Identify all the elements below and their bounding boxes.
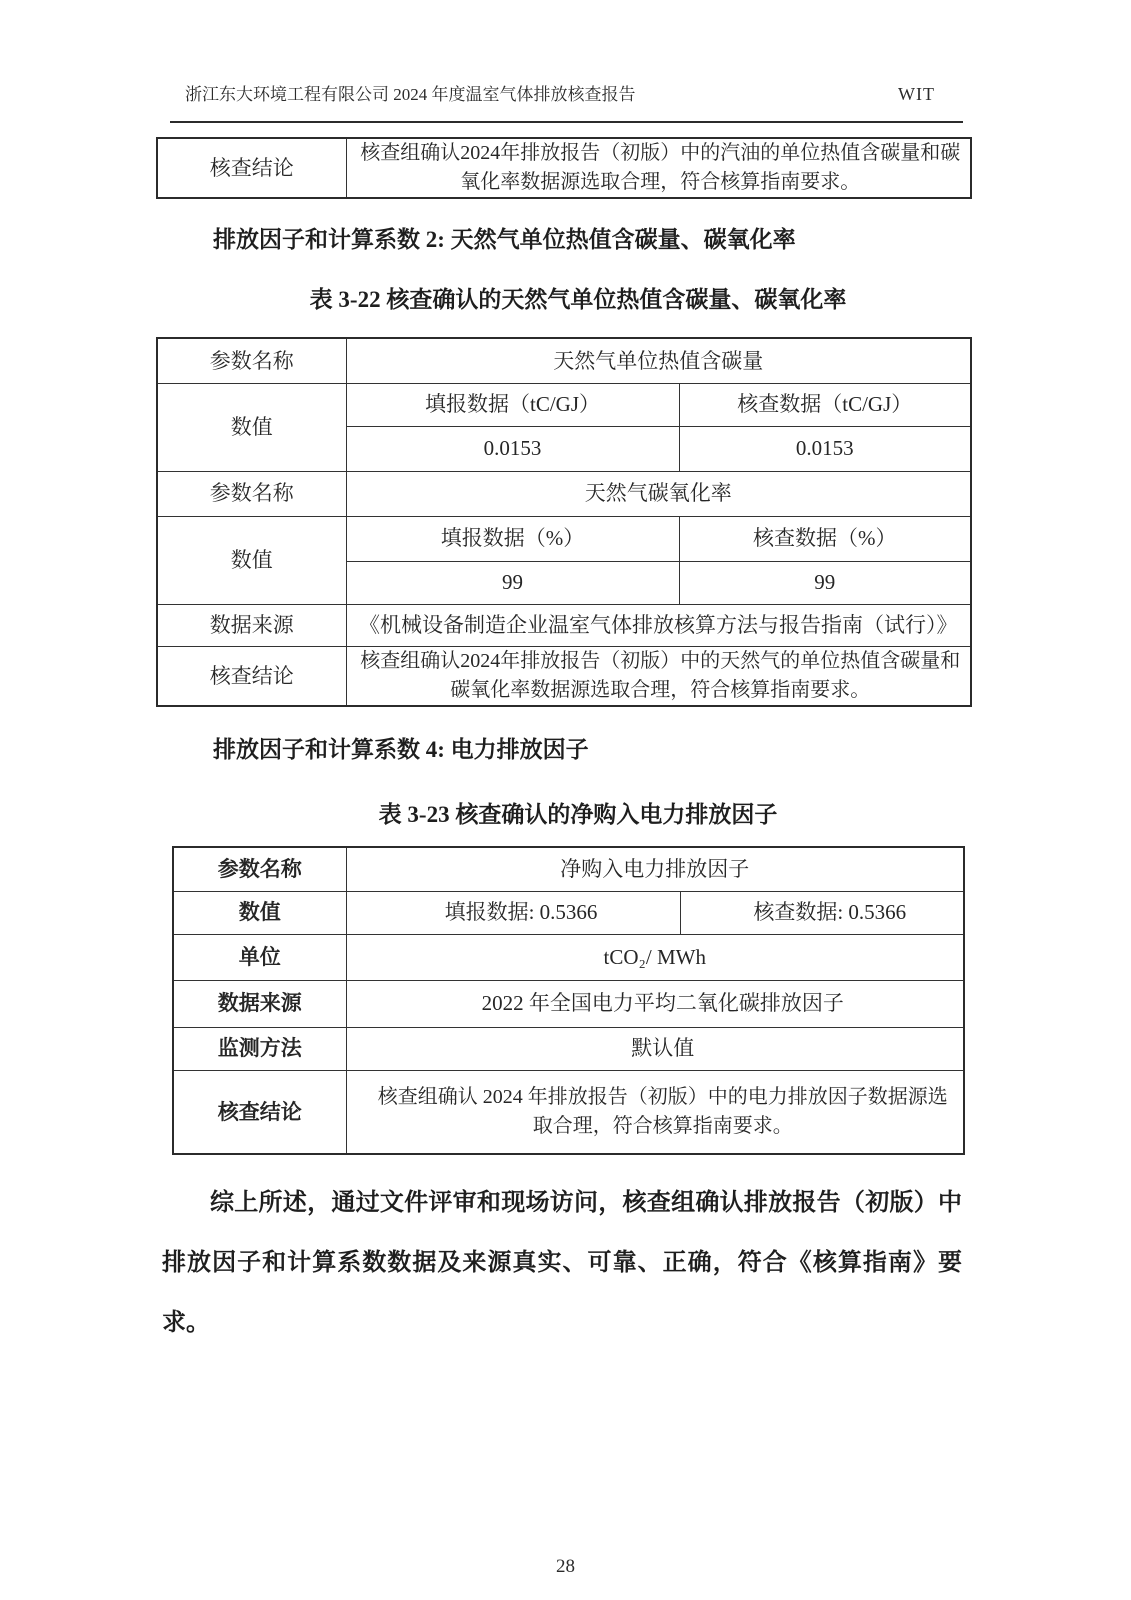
value-label-cell: 数值 [157,383,346,471]
table-row [157,604,971,646]
conclusion-value-cell: 核查组确认 2024 年排放报告（初版）中的电力排放因子数据源选取合理，符合核算指南要求。 [346,1070,964,1154]
param-name-value-cell: 天然气碳氧化率 [346,471,971,516]
data-source-label-cell: 数据来源 [157,604,346,646]
page-number: 28 [556,1556,575,1577]
verified-header-cell: 核查数据（%） [679,516,971,561]
verified-value-cell: 0.0153 [679,426,971,471]
table-row [157,516,971,561]
reported-value-cell: 0.0153 [346,426,679,471]
verified-header-cell: 核查数据（tC/GJ） [679,383,971,426]
reported-value-cell: 99 [346,561,679,604]
conclusion-label-cell: 核查结论 [157,138,346,198]
table-row [157,138,971,198]
reported-header-cell: 填报数据（tC/GJ） [346,383,679,426]
table-row [173,1070,964,1154]
monitoring-method-label-cell: 监测方法 [173,1027,346,1070]
document-header [185,80,935,105]
summary-paragraph: 综上所述，通过文件评审和现场访问，核查组确认排放报告（初版）中排放因子和计算系数数据及来源真实、可靠、正确，符合《核算指南》要求。 [162,1190,962,1336]
param-name-label-cell: 参数名称 [157,471,346,516]
section-heading-factor-4: 排放因子和计算系数 4: 电力排放因子 [213,737,589,762]
conclusion-label-cell: 核查结论 [173,1070,346,1154]
reported-value-cell: 填报数据: 0.5366 [346,891,680,934]
table-row [157,471,971,516]
table-3-22-caption: 表 3-22 核查确认的天然气单位热值含碳量、碳氧化率 [309,287,847,312]
table-3-22 [156,337,972,707]
reported-header-cell: 填报数据（%） [346,516,679,561]
header-title: 浙江东大环境工程有限公司 2024 年度温室气体排放核查报告 [185,85,636,104]
value-label-cell: 数值 [157,516,346,604]
param-name-value-cell: 净购入电力排放因子 [346,847,964,891]
data-source-label-cell: 数据来源 [173,980,346,1027]
conclusion-value-cell: 核查组确认2024年排放报告（初版）中的汽油的单位热值含碳量和碳氧化率数据源选取合理，符合核算指南要求。 [346,138,971,198]
data-source-value-cell: 2022 年全国电力平均二氧化碳排放因子 [346,980,964,1027]
wit-logo: WIT [898,84,935,104]
unit-label-cell: 单位 [173,934,346,980]
table-row [173,847,964,891]
section-heading-factor-2: 排放因子和计算系数 2: 天然气单位热值含碳量、碳氧化率 [213,227,796,252]
conclusion-value-cell: 核查组确认2024年排放报告（初版）中的天然气的单位热值含碳量和碳氧化率数据源选取合理，符合核算指南要求。 [346,646,971,706]
param-name-value-cell: 天然气单位热值含碳量 [346,338,971,383]
data-source-value-cell: 《机械设备制造企业温室气体排放核算方法与报告指南（试行）》 [346,604,971,646]
verified-value-cell: 99 [679,561,971,604]
table-row [157,383,971,426]
param-name-label-cell: 参数名称 [173,847,346,891]
table-row [157,646,971,706]
table-row [173,1027,964,1070]
monitoring-method-value-cell: 默认值 [346,1027,964,1070]
header-rule [170,121,963,123]
conclusion-label-cell: 核查结论 [157,646,346,706]
verified-value-cell: 核查数据: 0.5366 [680,891,964,934]
table-row [173,891,964,934]
table-row [173,934,964,980]
table-3-23 [172,846,965,1155]
table-row [157,338,971,383]
gasoline-conclusion-table [156,137,972,199]
table-row [173,980,964,1027]
unit-value-cell: tCO₂/ MWh [346,934,964,980]
param-name-label-cell: 参数名称 [157,338,346,383]
table-3-23-caption: 表 3-23 核查确认的净购入电力排放因子 [378,802,778,827]
value-label-cell: 数值 [173,891,346,934]
